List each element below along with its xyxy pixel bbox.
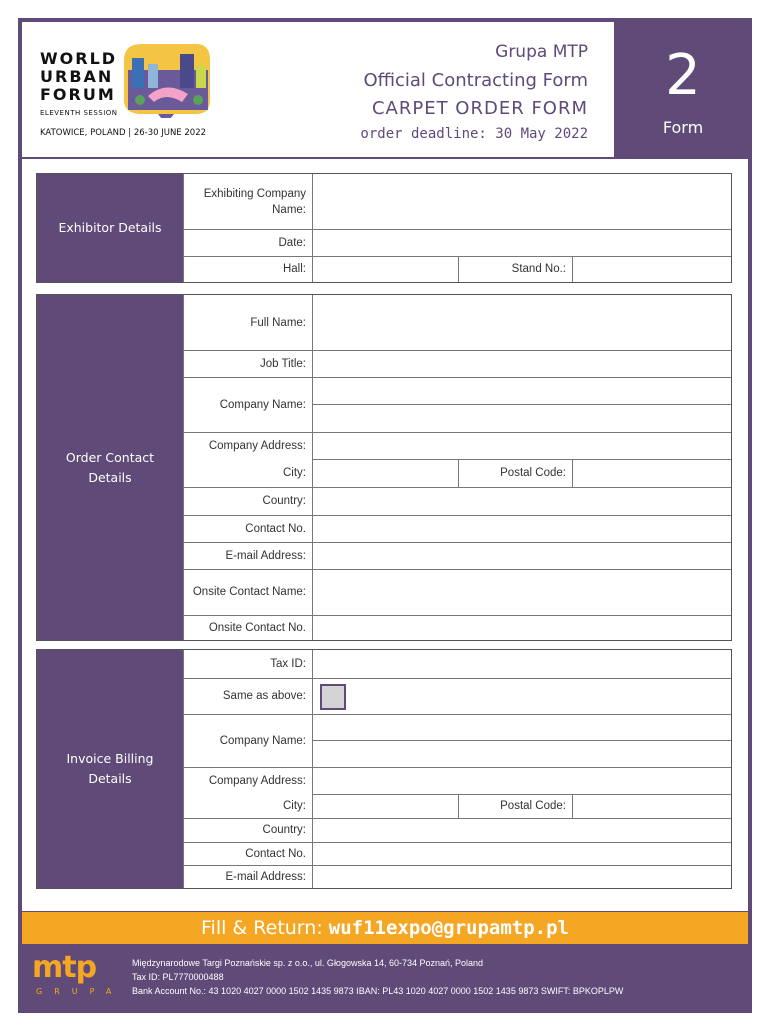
order-contact-section-label: Order Contact Details xyxy=(37,295,183,640)
company-address-line: Międzynarodowe Targi Poznańskie sp. z o.o., ul. Głogowska 14, 60-734 Poznań, Poland xyxy=(132,958,484,968)
label-email: E-mail Address: xyxy=(225,549,306,562)
label-invoice-country: Country: xyxy=(262,824,306,836)
logo-line-1: WORLD xyxy=(40,49,118,68)
label-company-address: Company Address: xyxy=(208,439,306,452)
email-field[interactable] xyxy=(313,543,731,569)
invoice-postal-code-field[interactable] xyxy=(573,795,731,818)
hall-field[interactable] xyxy=(313,257,458,282)
invoice-contact-no-field[interactable] xyxy=(313,843,731,865)
contact-no-field[interactable] xyxy=(313,516,731,542)
label-full-name: Full Name: xyxy=(250,316,306,329)
label-invoice-contact-no: Contact No. xyxy=(245,847,306,860)
label-hall: Hall: xyxy=(282,263,306,275)
invoice-email-field[interactable] xyxy=(313,866,731,888)
exhibitor-section-label: Exhibitor Details xyxy=(37,174,183,282)
label-city: City: xyxy=(283,467,306,479)
logo-session: ELEVENTH SESSION xyxy=(40,109,118,117)
bank-account-line: Bank Account No.: 43 1020 4027 0000 1502 1435 9873 IBAN: PL43 1020 4027 0000 1502 1435 9873 SWIFT: BPKOPLPW xyxy=(132,986,624,996)
tax-id-line: Tax ID: PL7770000488 xyxy=(132,972,224,982)
label-onsite-contact-no: Onsite Contact No. xyxy=(208,621,306,634)
label-exhibiting-company: Exhibiting Company Name: xyxy=(203,187,306,216)
fill-return-bar xyxy=(22,912,748,944)
company-name-field[interactable] xyxy=(313,378,731,432)
tax-id-field[interactable] xyxy=(313,650,731,678)
same-as-above-checkbox[interactable] xyxy=(320,684,346,710)
label-invoice-company-address: Company Address: xyxy=(208,774,306,787)
wuf-logo-text xyxy=(40,50,117,104)
stand-no-field[interactable] xyxy=(573,257,731,282)
onsite-contact-name-field[interactable] xyxy=(313,570,731,615)
invoice-section-label: Invoice Billing Details xyxy=(37,650,183,888)
label-date: Date: xyxy=(278,236,306,249)
label-company-name: Company Name: xyxy=(219,398,306,411)
mtp-logo: mtp xyxy=(32,950,97,985)
form-word: Form xyxy=(662,118,704,137)
return-email-link[interactable]: wuf11expo@grupamtp.pl xyxy=(328,917,569,939)
exhibitor-section xyxy=(36,173,732,283)
logo-line-2: URBAN xyxy=(40,67,114,86)
job-title-field[interactable] xyxy=(313,351,731,377)
label-onsite-contact-name: Onsite Contact Name: xyxy=(192,586,306,598)
invoice-city-field[interactable] xyxy=(313,795,458,818)
logo-line-3: FORUM xyxy=(40,85,116,104)
full-name-field[interactable] xyxy=(313,295,731,350)
invoice-country-field[interactable] xyxy=(313,819,731,842)
invoice-company-address-field[interactable] xyxy=(313,768,731,794)
org-name: Grupa MTP xyxy=(495,42,588,62)
event-place-date: KATOWICE, POLAND | 26-30 JUNE 2022 xyxy=(40,128,207,138)
mtp-grupa-text: GRUPA xyxy=(36,987,124,996)
fill-return-label: Fill & Return: xyxy=(201,917,323,939)
label-stand-no: Stand No.: xyxy=(511,263,566,275)
city-field[interactable] xyxy=(313,460,458,487)
exhibiting-company-field[interactable] xyxy=(313,174,731,229)
label-contact-no: Contact No. xyxy=(245,522,306,535)
label-tax-id: Tax ID: xyxy=(270,658,306,670)
label-country: Country: xyxy=(262,495,306,507)
label-invoice-email: E-mail Address: xyxy=(225,870,306,883)
label-postal-code: Postal Code: xyxy=(500,467,566,479)
form-title: CARPET ORDER FORM xyxy=(371,98,588,119)
invoice-company-name-field[interactable] xyxy=(313,715,731,767)
label-invoice-company-name: Company Name: xyxy=(219,734,306,747)
label-job-title: Job Title: xyxy=(259,357,306,370)
form-number: 2 xyxy=(665,43,701,108)
order-deadline: order deadline: 30 May 2022 xyxy=(360,126,588,142)
onsite-contact-no-field[interactable] xyxy=(313,616,731,640)
label-same-as-above: Same as above: xyxy=(222,690,306,702)
date-field[interactable] xyxy=(313,230,731,256)
postal-code-field[interactable] xyxy=(573,460,731,487)
country-field[interactable] xyxy=(313,488,731,515)
company-address-field[interactable] xyxy=(313,433,731,459)
form-subtitle: Official Contracting Form xyxy=(363,70,588,91)
wuf-city-logo-icon xyxy=(118,40,214,118)
label-invoice-postal-code: Postal Code: xyxy=(500,800,566,812)
invoice-section xyxy=(36,649,732,889)
label-invoice-city: City: xyxy=(283,800,306,812)
order-contact-section xyxy=(36,294,732,641)
